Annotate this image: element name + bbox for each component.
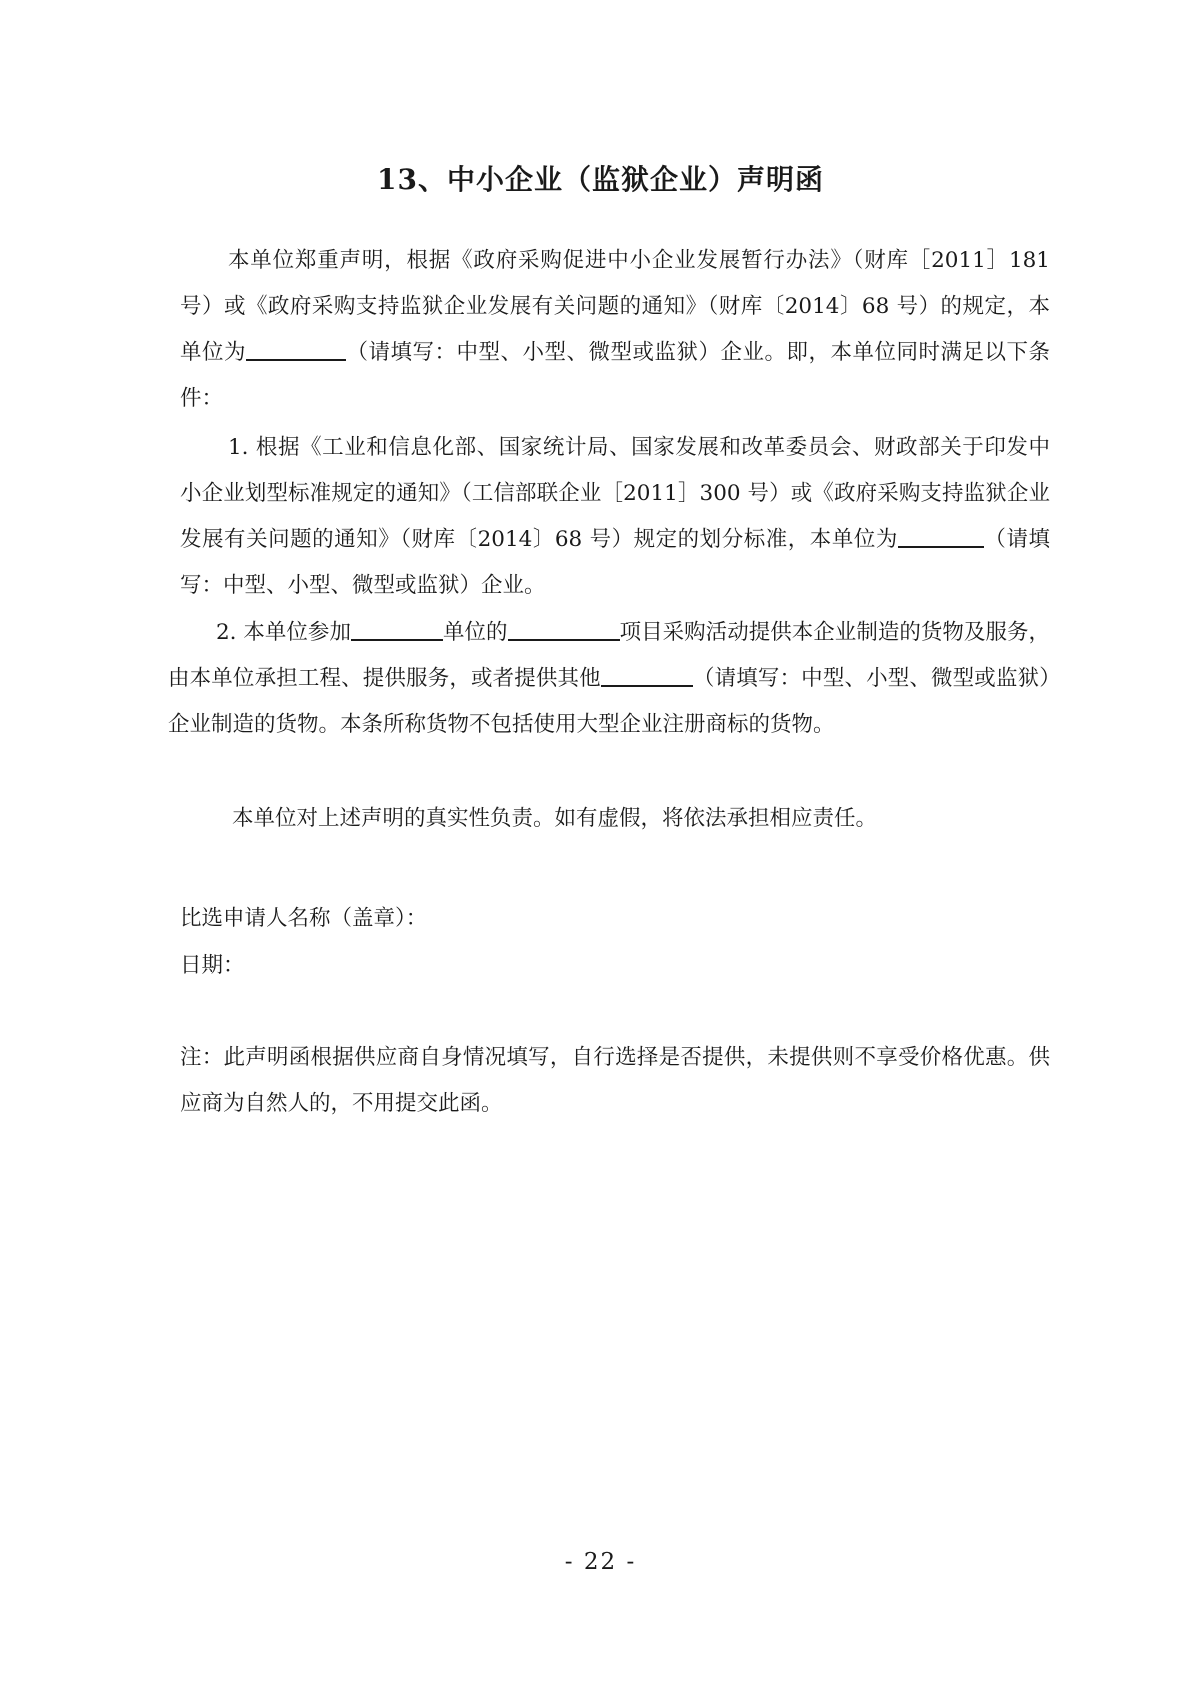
condition-item-1 <box>180 425 1050 609</box>
condition-item-2-text-a: 2. 本单位参加 <box>216 620 351 645</box>
applicant-name-label: 比选申请人名称（盖章）： <box>180 906 428 931</box>
condition-item-2-text-d: （请填写：中型、小型、微型或监狱）企业制造的货物。本条所称货物不包括使用大型企业注册商标的货物。 <box>168 666 1050 737</box>
document-title: 13、中小企业（监狱企业）声明函 <box>377 163 824 196</box>
condition-item-2 <box>168 610 1050 748</box>
other-enterprise-type-blank[interactable] <box>601 661 693 687</box>
enterprise-type-blank[interactable] <box>246 335 346 361</box>
classification-type-blank[interactable] <box>898 522 984 548</box>
note-text: 注：此声明函根据供应商自身情况填写，自行选择是否提供，未提供则不享受价格优惠。供应商为自然人的，不用提交此函。 <box>180 1045 1050 1116</box>
condition-item-1-text-a: 1. 根据《工业和信息化部、国家统计局、国家发展和改革委员会、财政部关于印发中小企业划型标准规定的通知》（工信部联企业［2011］300 号）或《政府采购支持监狱企业发展有关问题的通知》（财库〔2014〕68 号）规定的划分标准，本单位为 <box>180 435 1050 552</box>
page-number: - 22 - <box>564 1549 637 1575</box>
purchasing-unit-blank[interactable] <box>351 615 443 641</box>
declaration-intro-text-a: 本单位郑重声明，根据《政府采购促进中小企业发展暂行办法》（财库［2011］181 号）或《政府采购支持监狱企业发展有关问题的通知》（财库〔2014〕68 号）的规定，本单位为 <box>180 248 1050 365</box>
declaration-intro <box>180 238 1050 422</box>
project-name-blank[interactable] <box>508 615 620 641</box>
condition-item-1-text-b: （请填写：中型、小型、微型或监狱）企业。 <box>180 527 1050 598</box>
declaration-intro-text-b: （请填写：中型、小型、微型或监狱）企业。即，本单位同时满足以下条件： <box>180 340 1050 411</box>
condition-item-2-text-c: 项目采购活动提供本企业制造的货物及服务，由本单位承担工程、提供服务，或者提供其他 <box>168 620 1050 691</box>
condition-item-2-text-b: 单位的 <box>442 620 508 645</box>
date-label: 日期： <box>180 953 245 978</box>
responsibility-statement: 本单位对上述声明的真实性负责。如有虚假，将依法承担相应责任。 <box>232 806 878 831</box>
